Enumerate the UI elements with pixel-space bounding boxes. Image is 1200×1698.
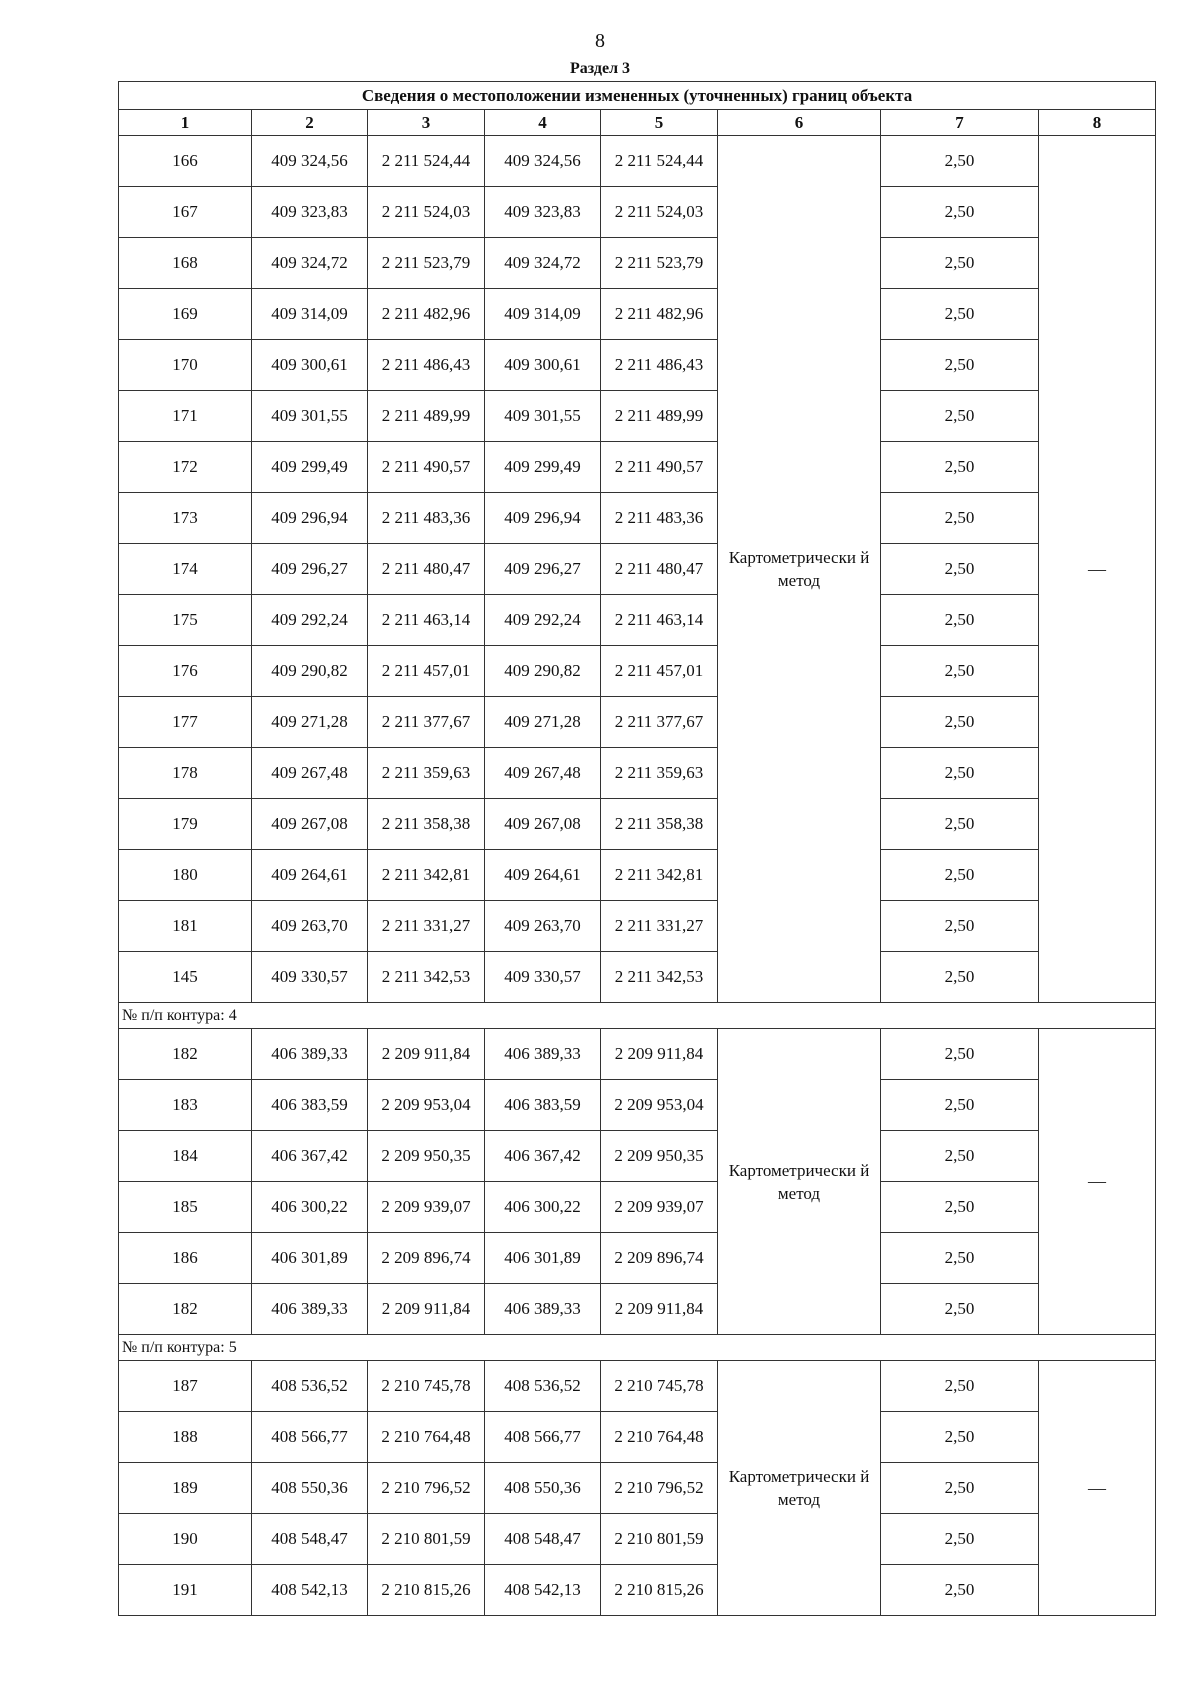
y-coordinate: 2 211 524,44 [368,136,485,187]
contour-label: № п/п контура: 5 [119,1335,1156,1361]
table-row [119,1412,1156,1463]
accuracy-value: 2,50 [881,442,1039,493]
column-number: 6 [718,110,881,136]
x-coordinate: 409 296,27 [252,544,368,595]
x-coordinate: 406 367,42 [252,1131,368,1182]
accuracy-value: 2,50 [881,850,1039,901]
x-coordinate: 409 330,57 [252,952,368,1003]
x-coordinate: 408 550,36 [485,1463,601,1514]
y-coordinate: 2 209 911,84 [368,1029,485,1080]
table-row [119,391,1156,442]
y-coordinate: 2 211 358,38 [601,799,718,850]
method-cell: Картометрически й метод [718,1029,881,1335]
x-coordinate: 409 324,72 [485,238,601,289]
point-number: 178 [119,748,252,799]
y-coordinate: 2 211 331,27 [601,901,718,952]
y-coordinate: 2 209 939,07 [368,1182,485,1233]
point-number: 184 [119,1131,252,1182]
point-number: 173 [119,493,252,544]
accuracy-value: 2,50 [881,799,1039,850]
table-row [119,1233,1156,1284]
column-8-cell: — [1039,136,1156,1003]
x-coordinate: 408 548,47 [252,1514,368,1565]
y-coordinate: 2 211 359,63 [601,748,718,799]
y-coordinate: 2 211 490,57 [368,442,485,493]
point-number: 190 [119,1514,252,1565]
y-coordinate: 2 211 483,36 [368,493,485,544]
x-coordinate: 409 267,48 [252,748,368,799]
y-coordinate: 2 211 377,67 [601,697,718,748]
x-coordinate: 409 330,57 [485,952,601,1003]
y-coordinate: 2 211 342,53 [601,952,718,1003]
x-coordinate: 406 300,22 [485,1182,601,1233]
accuracy-value: 2,50 [881,1284,1039,1335]
x-coordinate: 408 536,52 [485,1361,601,1412]
x-coordinate: 409 324,56 [252,136,368,187]
accuracy-value: 2,50 [881,595,1039,646]
table-row [119,901,1156,952]
y-coordinate: 2 211 342,81 [601,850,718,901]
y-coordinate: 2 209 896,74 [601,1233,718,1284]
accuracy-value: 2,50 [881,646,1039,697]
table-caption: Сведения о местоположении измененных (уточненных) границ объекта [119,82,1156,110]
table-row [119,1565,1156,1616]
accuracy-value: 2,50 [881,1029,1039,1080]
x-coordinate: 406 389,33 [252,1284,368,1335]
y-coordinate: 2 210 815,26 [368,1565,485,1616]
accuracy-value: 2,50 [881,1565,1039,1616]
x-coordinate: 409 267,08 [252,799,368,850]
y-coordinate: 2 211 463,14 [368,595,485,646]
x-coordinate: 406 389,33 [485,1029,601,1080]
x-coordinate: 408 542,13 [252,1565,368,1616]
point-number: 145 [119,952,252,1003]
column-number: 7 [881,110,1039,136]
y-coordinate: 2 211 524,44 [601,136,718,187]
y-coordinate: 2 209 911,84 [601,1029,718,1080]
column-8-cell: — [1039,1029,1156,1335]
x-coordinate: 409 296,94 [252,493,368,544]
page-number: 8 [595,30,605,52]
y-coordinate: 2 211 489,99 [601,391,718,442]
y-coordinate: 2 210 764,48 [601,1412,718,1463]
y-coordinate: 2 210 815,26 [601,1565,718,1616]
accuracy-value: 2,50 [881,238,1039,289]
y-coordinate: 2 211 486,43 [368,340,485,391]
accuracy-value: 2,50 [881,1463,1039,1514]
accuracy-value: 2,50 [881,1182,1039,1233]
column-number: 1 [119,110,252,136]
table-row [119,1514,1156,1565]
x-coordinate: 406 389,33 [252,1029,368,1080]
column-number: 8 [1039,110,1156,136]
y-coordinate: 2 209 896,74 [368,1233,485,1284]
x-coordinate: 406 389,33 [485,1284,601,1335]
x-coordinate: 406 301,89 [485,1233,601,1284]
x-coordinate: 409 301,55 [252,391,368,442]
point-number: 175 [119,595,252,646]
x-coordinate: 409 271,28 [485,697,601,748]
accuracy-value: 2,50 [881,1233,1039,1284]
method-cell: Картометрически й метод [718,136,881,1003]
y-coordinate: 2 210 745,78 [601,1361,718,1412]
accuracy-value: 2,50 [881,1412,1039,1463]
point-number: 171 [119,391,252,442]
y-coordinate: 2 211 524,03 [601,187,718,238]
table-row [119,340,1156,391]
x-coordinate: 409 267,48 [485,748,601,799]
point-number: 180 [119,850,252,901]
table-row [119,952,1156,1003]
point-number: 186 [119,1233,252,1284]
point-number: 172 [119,442,252,493]
x-coordinate: 406 367,42 [485,1131,601,1182]
table-row [119,748,1156,799]
y-coordinate: 2 211 359,63 [368,748,485,799]
accuracy-value: 2,50 [881,697,1039,748]
accuracy-value: 2,50 [881,1080,1039,1131]
contour-header-row [119,1003,1156,1029]
y-coordinate: 2 209 953,04 [368,1080,485,1131]
point-number: 176 [119,646,252,697]
accuracy-value: 2,50 [881,1131,1039,1182]
table-row [119,442,1156,493]
x-coordinate: 406 383,59 [252,1080,368,1131]
x-coordinate: 409 300,61 [485,340,601,391]
table-row [119,289,1156,340]
y-coordinate: 2 211 523,79 [601,238,718,289]
x-coordinate: 409 292,24 [485,595,601,646]
y-coordinate: 2 209 950,35 [601,1131,718,1182]
table-row [119,1182,1156,1233]
accuracy-value: 2,50 [881,901,1039,952]
x-coordinate: 409 314,09 [252,289,368,340]
point-number: 170 [119,340,252,391]
y-coordinate: 2 210 764,48 [368,1412,485,1463]
point-number: 166 [119,136,252,187]
point-number: 188 [119,1412,252,1463]
x-coordinate: 409 264,61 [485,850,601,901]
y-coordinate: 2 209 953,04 [601,1080,718,1131]
x-coordinate: 408 542,13 [485,1565,601,1616]
y-coordinate: 2 211 358,38 [368,799,485,850]
table-row [119,646,1156,697]
table-row [119,1284,1156,1335]
y-coordinate: 2 209 939,07 [601,1182,718,1233]
point-number: 168 [119,238,252,289]
table-row [119,1463,1156,1514]
point-number: 169 [119,289,252,340]
table-row [119,1361,1156,1412]
y-coordinate: 2 211 377,67 [368,697,485,748]
point-number: 187 [119,1361,252,1412]
y-coordinate: 2 211 342,81 [368,850,485,901]
accuracy-value: 2,50 [881,136,1039,187]
y-coordinate: 2 211 486,43 [601,340,718,391]
table-row [119,187,1156,238]
y-coordinate: 2 211 482,96 [601,289,718,340]
accuracy-value: 2,50 [881,748,1039,799]
column-number-row [119,110,1156,136]
y-coordinate: 2 209 911,84 [601,1284,718,1335]
accuracy-value: 2,50 [881,340,1039,391]
x-coordinate: 408 536,52 [252,1361,368,1412]
point-number: 167 [119,187,252,238]
point-number: 174 [119,544,252,595]
x-coordinate: 409 314,09 [485,289,601,340]
x-coordinate: 409 296,94 [485,493,601,544]
y-coordinate: 2 211 490,57 [601,442,718,493]
y-coordinate: 2 211 524,03 [368,187,485,238]
table-row [119,1080,1156,1131]
point-number: 185 [119,1182,252,1233]
point-number: 191 [119,1565,252,1616]
table-row [119,493,1156,544]
point-number: 181 [119,901,252,952]
method-cell: Картометрически й метод [718,1361,881,1616]
x-coordinate: 409 299,49 [252,442,368,493]
y-coordinate: 2 211 523,79 [368,238,485,289]
y-coordinate: 2 211 457,01 [601,646,718,697]
column-8-cell: — [1039,1361,1156,1616]
x-coordinate: 408 550,36 [252,1463,368,1514]
accuracy-value: 2,50 [881,187,1039,238]
table-body [119,136,1156,1616]
point-number: 179 [119,799,252,850]
column-number: 2 [252,110,368,136]
x-coordinate: 409 292,24 [252,595,368,646]
y-coordinate: 2 210 801,59 [368,1514,485,1565]
x-coordinate: 409 263,70 [485,901,601,952]
table-row [119,136,1156,187]
y-coordinate: 2 211 463,14 [601,595,718,646]
y-coordinate: 2 211 331,27 [368,901,485,952]
point-number: 182 [119,1029,252,1080]
accuracy-value: 2,50 [881,1361,1039,1412]
y-coordinate: 2 211 457,01 [368,646,485,697]
accuracy-value: 2,50 [881,952,1039,1003]
accuracy-value: 2,50 [881,493,1039,544]
y-coordinate: 2 209 950,35 [368,1131,485,1182]
point-number: 183 [119,1080,252,1131]
y-coordinate: 2 211 483,36 [601,493,718,544]
y-coordinate: 2 211 482,96 [368,289,485,340]
point-number: 182 [119,1284,252,1335]
table-row [119,544,1156,595]
x-coordinate: 408 566,77 [485,1412,601,1463]
x-coordinate: 409 323,83 [485,187,601,238]
x-coordinate: 409 264,61 [252,850,368,901]
x-coordinate: 409 323,83 [252,187,368,238]
x-coordinate: 409 271,28 [252,697,368,748]
accuracy-value: 2,50 [881,289,1039,340]
column-number: 5 [601,110,718,136]
x-coordinate: 409 296,27 [485,544,601,595]
x-coordinate: 409 301,55 [485,391,601,442]
x-coordinate: 409 299,49 [485,442,601,493]
x-coordinate: 409 267,08 [485,799,601,850]
y-coordinate: 2 209 911,84 [368,1284,485,1335]
x-coordinate: 408 566,77 [252,1412,368,1463]
accuracy-value: 2,50 [881,391,1039,442]
x-coordinate: 406 301,89 [252,1233,368,1284]
x-coordinate: 409 324,56 [485,136,601,187]
contour-header-row [119,1335,1156,1361]
x-coordinate: 409 290,82 [485,646,601,697]
y-coordinate: 2 211 342,53 [368,952,485,1003]
x-coordinate: 409 290,82 [252,646,368,697]
column-number: 4 [485,110,601,136]
y-coordinate: 2 210 801,59 [601,1514,718,1565]
table-row [119,850,1156,901]
table-row [119,595,1156,646]
accuracy-value: 2,50 [881,544,1039,595]
table-row [119,238,1156,289]
table-row [119,697,1156,748]
x-coordinate: 406 383,59 [485,1080,601,1131]
x-coordinate: 409 324,72 [252,238,368,289]
x-coordinate: 408 548,47 [485,1514,601,1565]
table-row [119,1131,1156,1182]
x-coordinate: 406 300,22 [252,1182,368,1233]
y-coordinate: 2 211 480,47 [368,544,485,595]
x-coordinate: 409 263,70 [252,901,368,952]
column-number: 3 [368,110,485,136]
section-title: Раздел 3 [569,60,631,77]
x-coordinate: 409 300,61 [252,340,368,391]
table-row [119,799,1156,850]
y-coordinate: 2 210 796,52 [368,1463,485,1514]
y-coordinate: 2 211 480,47 [601,544,718,595]
table-row [119,1029,1156,1080]
accuracy-value: 2,50 [881,1514,1039,1565]
point-number: 189 [119,1463,252,1514]
y-coordinate: 2 210 745,78 [368,1361,485,1412]
y-coordinate: 2 211 489,99 [368,391,485,442]
contour-label: № п/п контура: 4 [119,1003,1156,1029]
point-number: 177 [119,697,252,748]
y-coordinate: 2 210 796,52 [601,1463,718,1514]
boundary-coordinates-table [118,81,1156,1616]
